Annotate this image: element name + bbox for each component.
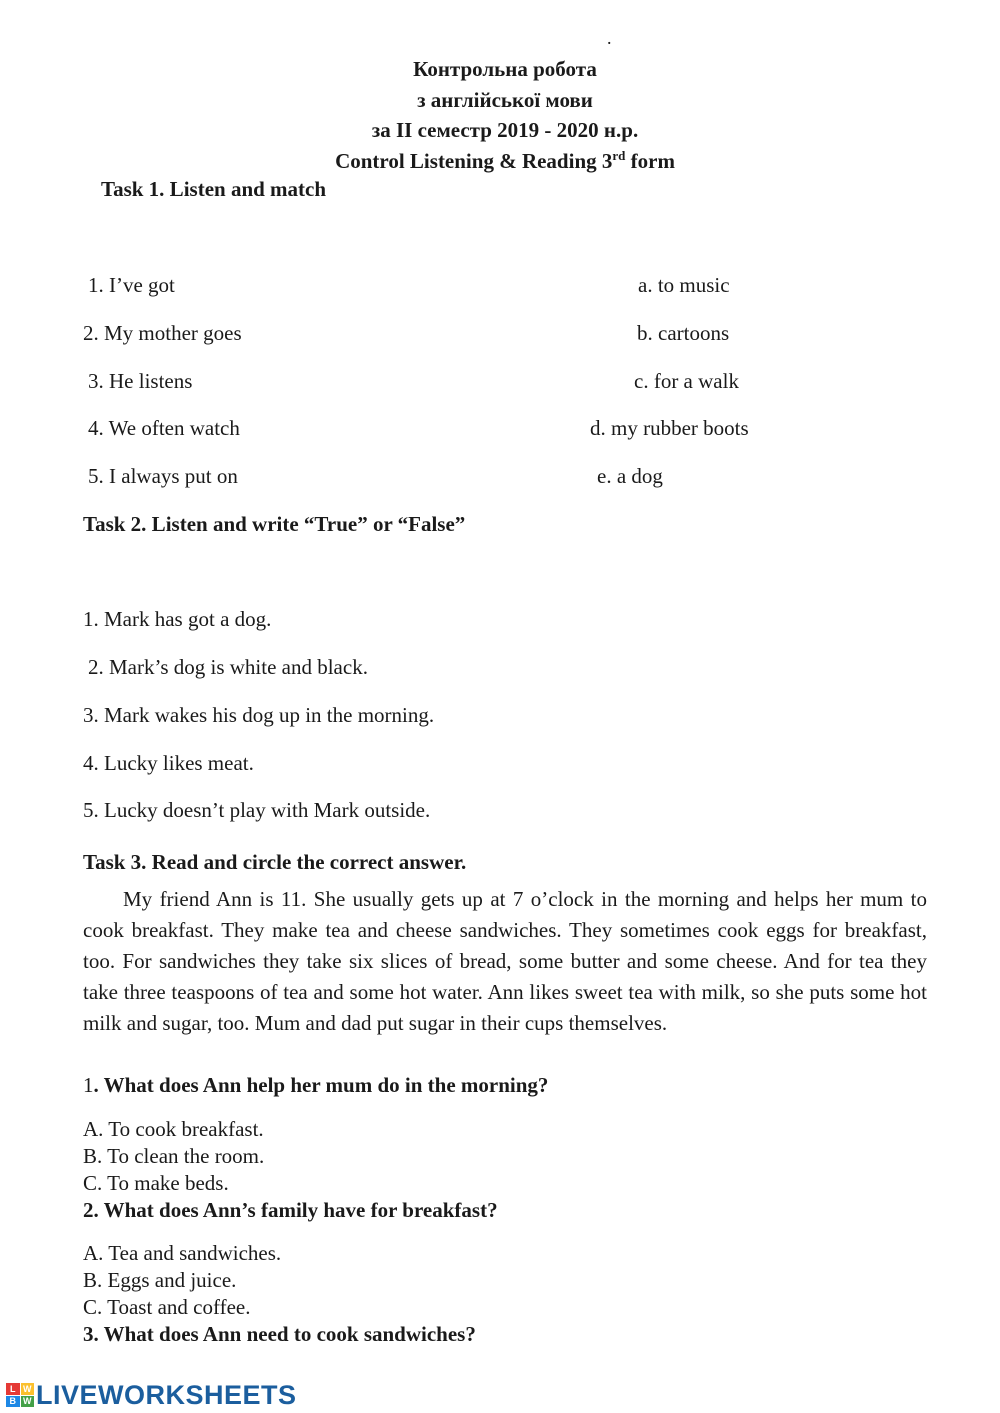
doc-title-line-3: за ІІ семестр 2019 - 2020 н.р. xyxy=(371,118,639,142)
q1-option-b: B. To clean the room. xyxy=(83,1144,265,1168)
match-left-1: 1. I’ve got xyxy=(88,273,175,297)
task2-title: Task 2. Listen and write “True” or “False” xyxy=(83,512,466,536)
question-1-text: . What does Ann help her mum do in the morning? xyxy=(93,1073,549,1097)
tf-statement-5: 5. Lucky doesn’t play with Mark outside. xyxy=(83,798,431,822)
tf-statement-3: 3. Mark wakes his dog up in the morning. xyxy=(83,703,435,727)
header-dot: . xyxy=(607,28,612,48)
question-3: 3. What does Ann need to cook sandwiches? xyxy=(83,1322,476,1346)
liveworksheets-logo xyxy=(6,1380,297,1410)
q1-option-c: C. To make beds. xyxy=(83,1171,229,1195)
match-left-3: 3. He listens xyxy=(88,369,193,393)
doc-title-line-2: з англійської мови xyxy=(417,88,593,112)
task3-title: Task 3. Read and circle the correct answer. xyxy=(83,850,467,874)
reading-passage: My friend Ann is 11. She usually gets up at 7 o’clock in the morning and helps her mum to cook breakfast. They make tea and cheese sandwiches. They sometimes cook eggs for breakfast, too. For sandwiches they take six slices of bread, some butter and some cheese. And for tea they take three teaspoons of tea and some hot water. Ann likes sweet tea with milk, so she puts some hot milk and sugar, too. Mum and dad put sugar in their cups themselves. xyxy=(83,887,927,1035)
doc-subtitle xyxy=(0,149,1000,174)
question-1 xyxy=(83,1073,548,1098)
q1-option-a: A. To cook breakfast. xyxy=(83,1117,264,1141)
match-right-b: b. cartoons xyxy=(637,321,730,345)
match-right-c: c. for a walk xyxy=(634,369,739,393)
tf-statement-2: 2. Mark’s dog is white and black. xyxy=(88,655,368,679)
match-left-2: 2. My mother goes xyxy=(83,321,242,345)
question-2: 2. What does Ann’s family have for breakfast? xyxy=(83,1198,498,1222)
q2-option-b: B. Eggs and juice. xyxy=(83,1268,237,1292)
q2-option-c: C. Toast and coffee. xyxy=(83,1295,251,1319)
match-left-4: 4. We often watch xyxy=(88,416,240,440)
q2-option-a: A. Tea and sandwiches. xyxy=(83,1241,282,1265)
subtitle-tail: form xyxy=(625,149,675,173)
logo-letter-1: L xyxy=(6,1383,20,1395)
match-right-d: d. my rubber boots xyxy=(590,416,749,440)
tf-statement-4: 4. Lucky likes meat. xyxy=(83,751,254,775)
tf-statement-1: 1. Mark has got a dog. xyxy=(83,607,272,631)
match-right-e: e. a dog xyxy=(597,464,663,488)
question-1-number: 1 xyxy=(83,1073,94,1097)
task1-title: Task 1. Listen and match xyxy=(101,177,327,201)
doc-title-line-1: Контрольна робота xyxy=(413,57,597,81)
logo-mark-icon xyxy=(6,1383,34,1407)
logo-letter-3: B xyxy=(6,1396,20,1408)
subtitle-superscript: rd xyxy=(612,148,626,163)
brand-name: LIVEWORKSHEETS xyxy=(36,1379,297,1410)
logo-letter-4: W xyxy=(21,1396,35,1408)
subtitle-main: Control Listening & Reading 3 xyxy=(335,149,613,173)
match-right-a: a. to music xyxy=(638,273,730,297)
logo-letter-2: W xyxy=(21,1383,35,1395)
match-left-5: 5. I always put on xyxy=(88,464,238,488)
